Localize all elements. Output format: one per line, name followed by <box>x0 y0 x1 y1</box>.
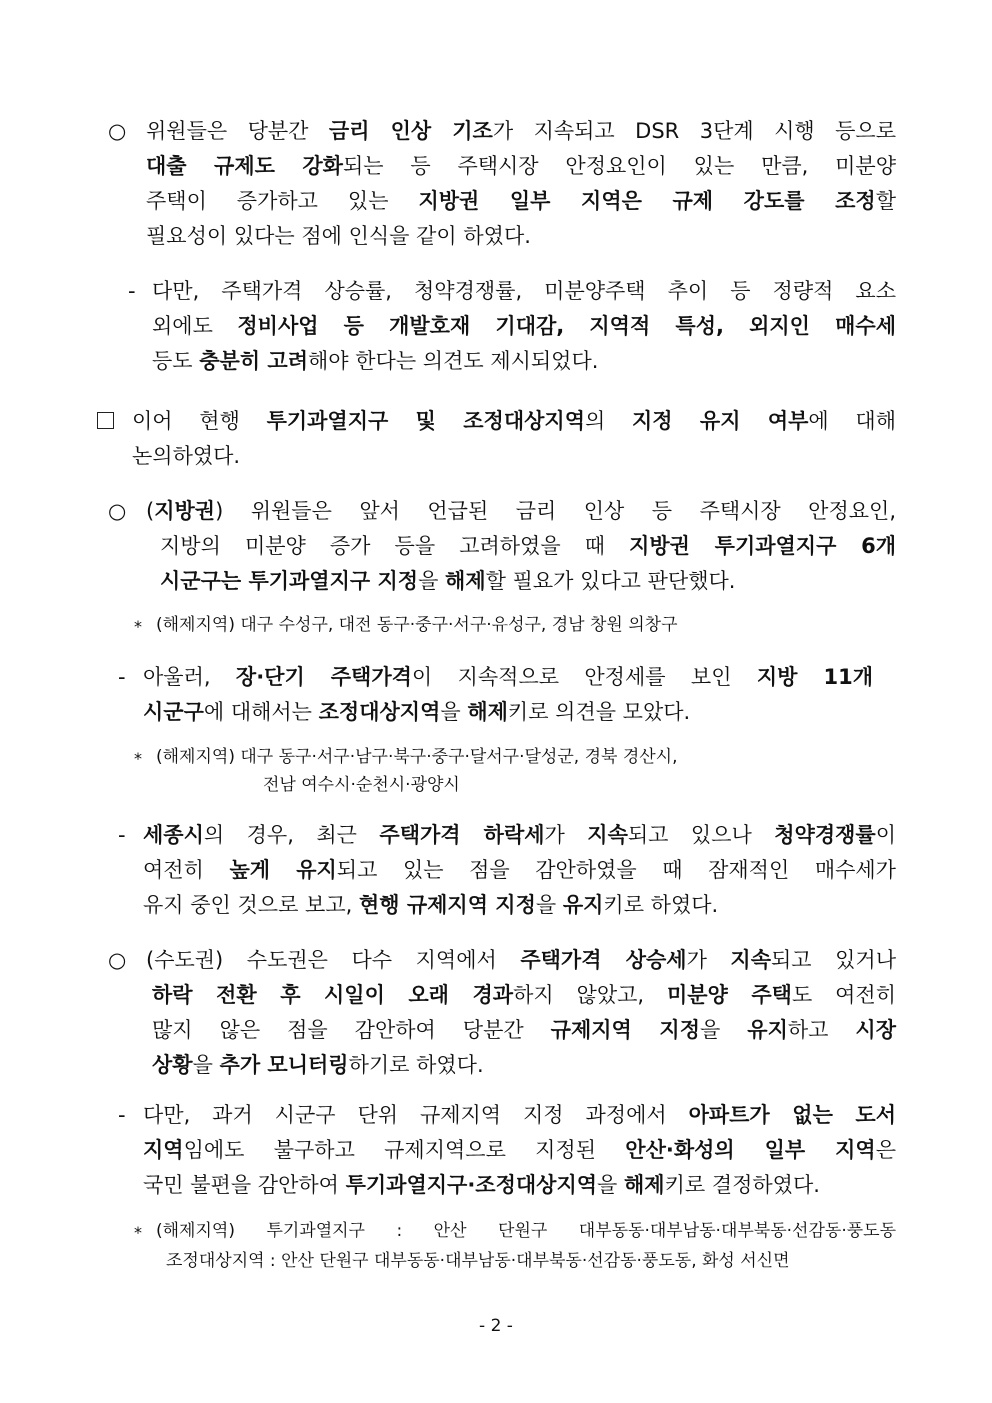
circle-bullet-icon: ○ <box>108 948 127 972</box>
text-run: (해제지역) 대구 수성구, 대전 동구·중구·서구·유성구, 경남 창원 의창구 <box>156 615 678 635</box>
asterisk-icon: * <box>134 617 142 636</box>
bold-run: 상황 <box>152 1053 193 1077</box>
text-run: 을 <box>418 569 446 593</box>
note-line <box>156 612 896 638</box>
bold-run: 규제지역 지정 <box>550 1018 700 1042</box>
bold-run: 유지 <box>747 1018 788 1042</box>
text-run: 의 <box>585 409 632 433</box>
bold-run: 현행 규제지역 지정 <box>358 893 536 917</box>
text-run: (해제지역) 대구 동구·서구·남구·북구·중구·달서구·달성군, 경북 경산시, <box>156 747 678 767</box>
text-run: 주택이 증가하고 있는 <box>146 189 419 213</box>
bold-run: 투기과열지구 및 조정대상지역 <box>266 409 585 433</box>
bold-run: 높게 유지 <box>229 858 337 882</box>
bold-run: 해제 <box>445 569 486 593</box>
text-run: ( <box>146 499 155 523</box>
text-line <box>143 697 873 727</box>
text-run: 되고 있으나 <box>627 823 775 847</box>
bold-run: 조정대상지역 <box>318 700 441 724</box>
text-run: 하지 않았고, <box>513 983 667 1007</box>
text-run: 하기로 하였다. <box>348 1053 484 1077</box>
text-line <box>152 311 896 341</box>
bold-run: 충분히 고려 <box>199 349 308 373</box>
bold-run: 해제 <box>624 1173 665 1197</box>
text-run: 도 여전히 <box>791 983 896 1007</box>
text-run: 키로 하였다. <box>603 893 719 917</box>
bold-run: 미분양 주택 <box>666 983 792 1007</box>
bold-run: 지방권 투기과열지구 6개 <box>629 534 896 558</box>
text-run: 다만, 주택가격 상승률, 청약경쟁률, 미분양주택 추이 등 정량적 요소 <box>152 279 896 303</box>
text-run: (해제지역) 투기과열지구 : 안산 단원구 대부동동·대부남동·대부북동·선감동·풍도동 <box>156 1221 896 1241</box>
text-run: 가 <box>686 948 731 972</box>
text-line <box>152 1015 896 1045</box>
text-run: 필요성이 있다는 점에 인식을 같이 하였다. <box>146 224 531 248</box>
bold-run: 시군구는 투기과열지구 지정 <box>160 569 419 593</box>
text-run: 논의하였다. <box>132 444 241 468</box>
bold-run: 아파트가 없는 도서 <box>688 1103 896 1127</box>
text-line <box>146 221 896 251</box>
text-line <box>143 1135 896 1165</box>
text-line <box>152 1050 896 1080</box>
dash-bullet-icon: - <box>118 665 126 689</box>
text-line <box>143 820 896 850</box>
note-line <box>166 1248 896 1274</box>
bold-run: 금리 인상 기조 <box>328 119 493 143</box>
bold-run: 지정 유지 여부 <box>632 409 809 433</box>
text-run: 유지 중인 것으로 보고, <box>143 893 359 917</box>
text-line <box>160 566 896 596</box>
circle-bullet-icon: ○ <box>108 499 127 523</box>
bold-run: 유지 <box>562 893 604 917</box>
text-run: 조정대상지역 : 안산 단원구 대부동동·대부남동·대부북동·선감동·풍도동, 화성 서신면 <box>166 1251 790 1271</box>
bold-run: 청약경쟁률 <box>774 823 876 847</box>
text-run: 을 <box>597 1173 624 1197</box>
bold-run: 장·단기 주택가격 <box>235 665 412 689</box>
text-run: 국민 불편을 감안하여 <box>143 1173 346 1197</box>
bold-run: 시군구 <box>143 700 204 724</box>
bold-run: 지방 11개 <box>756 665 873 689</box>
text-run: 하고 <box>787 1018 856 1042</box>
dash-bullet-icon: - <box>118 1103 126 1127</box>
text-line <box>152 346 896 376</box>
bold-run: 하락 전환 후 시일이 오래 경과 <box>152 983 514 1007</box>
text-line <box>146 151 896 181</box>
bold-run: 시장 <box>855 1018 896 1042</box>
text-run: 임에도 불구하고 규제지역으로 지정된 <box>183 1138 626 1162</box>
text-run: 여전히 <box>143 858 230 882</box>
page-number: - 2 - <box>479 1316 513 1336</box>
text-run: 다만, 과거 시군구 단위 규제지역 지정 과정에서 <box>143 1103 689 1127</box>
text-run: ) 위원들은 앞서 언급된 금리 인상 등 주택시장 안정요인, <box>215 499 896 523</box>
circle-bullet-icon: ○ <box>108 119 127 143</box>
bold-run: 대출 규제도 강화 <box>146 154 343 178</box>
text-run: 을 <box>700 1018 748 1042</box>
text-line <box>146 186 896 216</box>
asterisk-icon: * <box>134 749 142 768</box>
bold-run: 지방권 <box>154 499 216 523</box>
text-run: 이 지속적으로 안정세를 보인 <box>411 665 757 689</box>
text-run: 을 <box>535 893 563 917</box>
bold-run: 지속 <box>587 823 628 847</box>
text-run: 해야 한다는 의견도 제시되었다. <box>308 349 599 373</box>
text-line <box>160 531 896 561</box>
text-run: 의 경우, 최근 <box>203 823 380 847</box>
asterisk-icon: * <box>134 1223 142 1242</box>
bold-run: 지역 <box>143 1138 184 1162</box>
text-line <box>143 1100 896 1130</box>
text-run: 할 필요가 있다고 판단했다. <box>485 569 736 593</box>
bold-run: 지방권 일부 지역은 규제 강도를 조정 <box>418 189 876 213</box>
dash-bullet-icon: - <box>118 823 126 847</box>
text-run: 위원들은 당분간 <box>146 119 329 143</box>
text-run: 등도 <box>152 349 200 373</box>
bold-run: 안산·화성의 일부 지역 <box>625 1138 876 1162</box>
text-run: 을 <box>192 1053 220 1077</box>
text-line <box>143 890 896 920</box>
text-run: 이 <box>875 823 896 847</box>
text-run: (수도권) 수도권은 다수 지역에서 <box>146 948 521 972</box>
text-run: 을 <box>440 700 468 724</box>
bold-run: 지속 <box>730 948 771 972</box>
bold-run: 해제 <box>467 700 508 724</box>
text-run: 외에도 <box>152 314 238 338</box>
text-run: 많지 않은 점을 감안하여 당분간 <box>152 1018 551 1042</box>
text-run: 에 대해서는 <box>203 700 319 724</box>
text-run: 전남 여수시·순천시·광양시 <box>263 775 460 795</box>
text-line <box>143 855 896 885</box>
bold-run: 정비사업 등 개발호재 기대감, 지역적 특성, 외지인 매수세 <box>237 314 896 338</box>
text-line <box>143 662 873 692</box>
text-line <box>132 406 896 436</box>
text-run: 되는 등 주택시장 안정요인이 있는 만큼, 미분양 <box>342 154 896 178</box>
text-line <box>146 496 896 526</box>
bold-run: 투기과열지구·조정대상지역 <box>345 1173 598 1197</box>
text-run: 지방의 미분양 증가 등을 고려하였을 때 <box>160 534 630 558</box>
text-run: 아울러, <box>143 665 236 689</box>
text-run: 에 대해 <box>808 409 896 433</box>
text-run: 가 <box>544 823 588 847</box>
text-line <box>152 276 896 306</box>
text-run: 되고 있거나 <box>771 948 896 972</box>
text-line <box>143 1170 896 1200</box>
bold-run: 세종시 <box>143 823 204 847</box>
text-run: 되고 있는 점을 감안하였을 때 잠재적인 매수세가 <box>336 858 896 882</box>
bold-run: 추가 모니터링 <box>219 1053 349 1077</box>
square-bullet-icon <box>97 412 114 429</box>
dash-bullet-icon: - <box>128 279 136 303</box>
bold-run: 주택가격 하락세 <box>379 823 545 847</box>
text-line <box>132 441 896 471</box>
note-line <box>156 744 896 770</box>
text-run: 가 지속되고 DSR 3단계 시행 등으로 <box>492 119 896 143</box>
text-line <box>146 945 896 975</box>
text-run: 할 <box>875 189 896 213</box>
text-run: 키로 결정하였다. <box>664 1173 820 1197</box>
text-run: 이어 현행 <box>132 409 267 433</box>
text-run: 키로 의견을 모았다. <box>507 700 691 724</box>
bold-run: 주택가격 상승세 <box>520 948 687 972</box>
text-run: 은 <box>875 1138 896 1162</box>
text-line <box>146 116 896 146</box>
note-line <box>263 772 863 798</box>
note-line <box>156 1218 896 1244</box>
text-line <box>152 980 896 1010</box>
